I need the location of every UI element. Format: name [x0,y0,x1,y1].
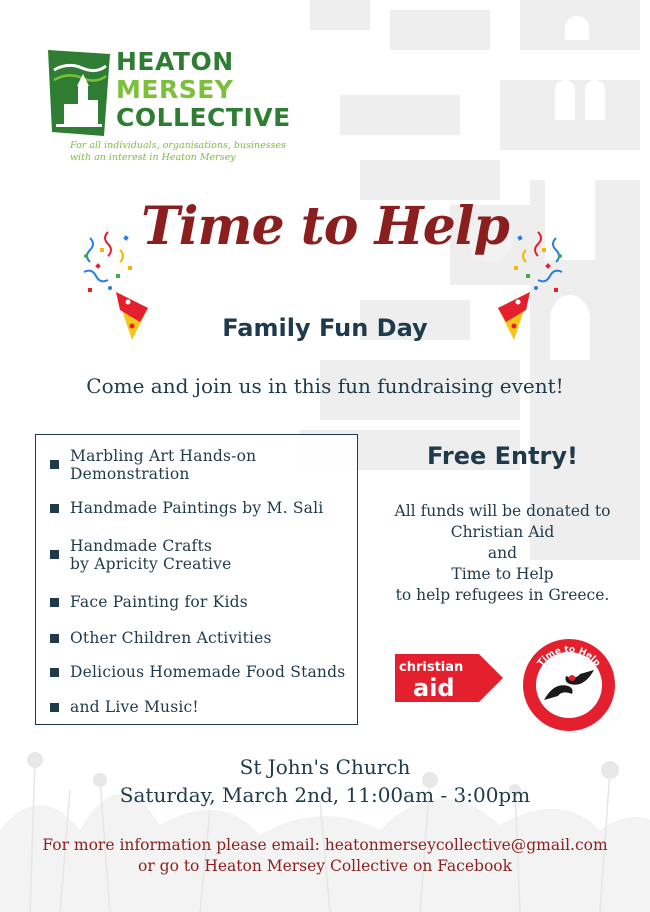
list-item-label: Marbling Art Hands-on [70,447,257,465]
contact-email-text: For more information please email: heatonmerseycollective@gmail.com [42,836,608,854]
logo-word-heaton: HEATON [116,47,234,76]
list-item-label: Other Children Activities [70,629,272,647]
list-item-label: Handmade Crafts [70,537,213,555]
logo-tagline [70,140,300,164]
logo-tagline-line-2: with an interest in Heaton Mersey [70,152,236,163]
bullet-square-icon [50,668,59,677]
bullet-square-icon [50,460,59,469]
time-to-help-ring-text: Time to Help [536,644,602,669]
bullet-square-icon [50,634,59,643]
list-item-label: Delicious Homemade Food Stands [70,663,346,681]
intro-text: Come and join us in this fun fundraising event! [86,374,564,398]
event-venue: St John's Church [239,755,411,779]
list-item-label: Demonstration [70,465,190,483]
logo-tagline-line-1: For all individuals, organisations, businesses [70,140,287,151]
christian-aid-logo-bottom: aid [413,674,455,702]
free-entry-heading: Free Entry! [427,442,578,470]
bullet-square-icon [50,550,59,559]
list-item-label: Handmade Paintings by M. Sali [70,499,324,517]
funds-line-2: Christian Aid [450,523,555,541]
funds-line-1: All funds will be donated to [394,502,611,520]
funds-line-4: Time to Help [451,565,554,583]
bullet-square-icon [50,504,59,513]
list-item-label: Face Painting for Kids [70,593,248,611]
time-to-help-logo [522,638,616,732]
bullet-square-icon [50,703,59,712]
logo-word-collective: COLLECTIVE [116,103,291,132]
funds-line-5: to help refugees in Greece. [395,586,610,604]
activities-list [35,434,358,725]
heaton-mersey-collective-logo [48,47,291,170]
church-logo-icon [48,50,110,136]
event-subtitle: Family Fun Day [222,314,428,342]
list-item-label: and Live Music! [70,698,199,716]
funds-line-3: and [487,544,518,562]
party-popper-icon [80,230,160,345]
logo-word-mersey: MERSEY [116,75,234,104]
meadow-background-image [0,720,650,912]
contact-facebook-text: or go to Heaton Mersey Collective on Facebook [137,857,513,875]
christian-aid-logo [395,654,503,702]
event-date: Saturday, March 2nd, 11:00am - 3:00pm [119,783,531,807]
christian-aid-logo-top: christian [399,660,464,675]
event-title: Time to Help [141,196,509,257]
bullet-square-icon [50,598,59,607]
list-item-label: by Apricity Creative [70,555,232,573]
